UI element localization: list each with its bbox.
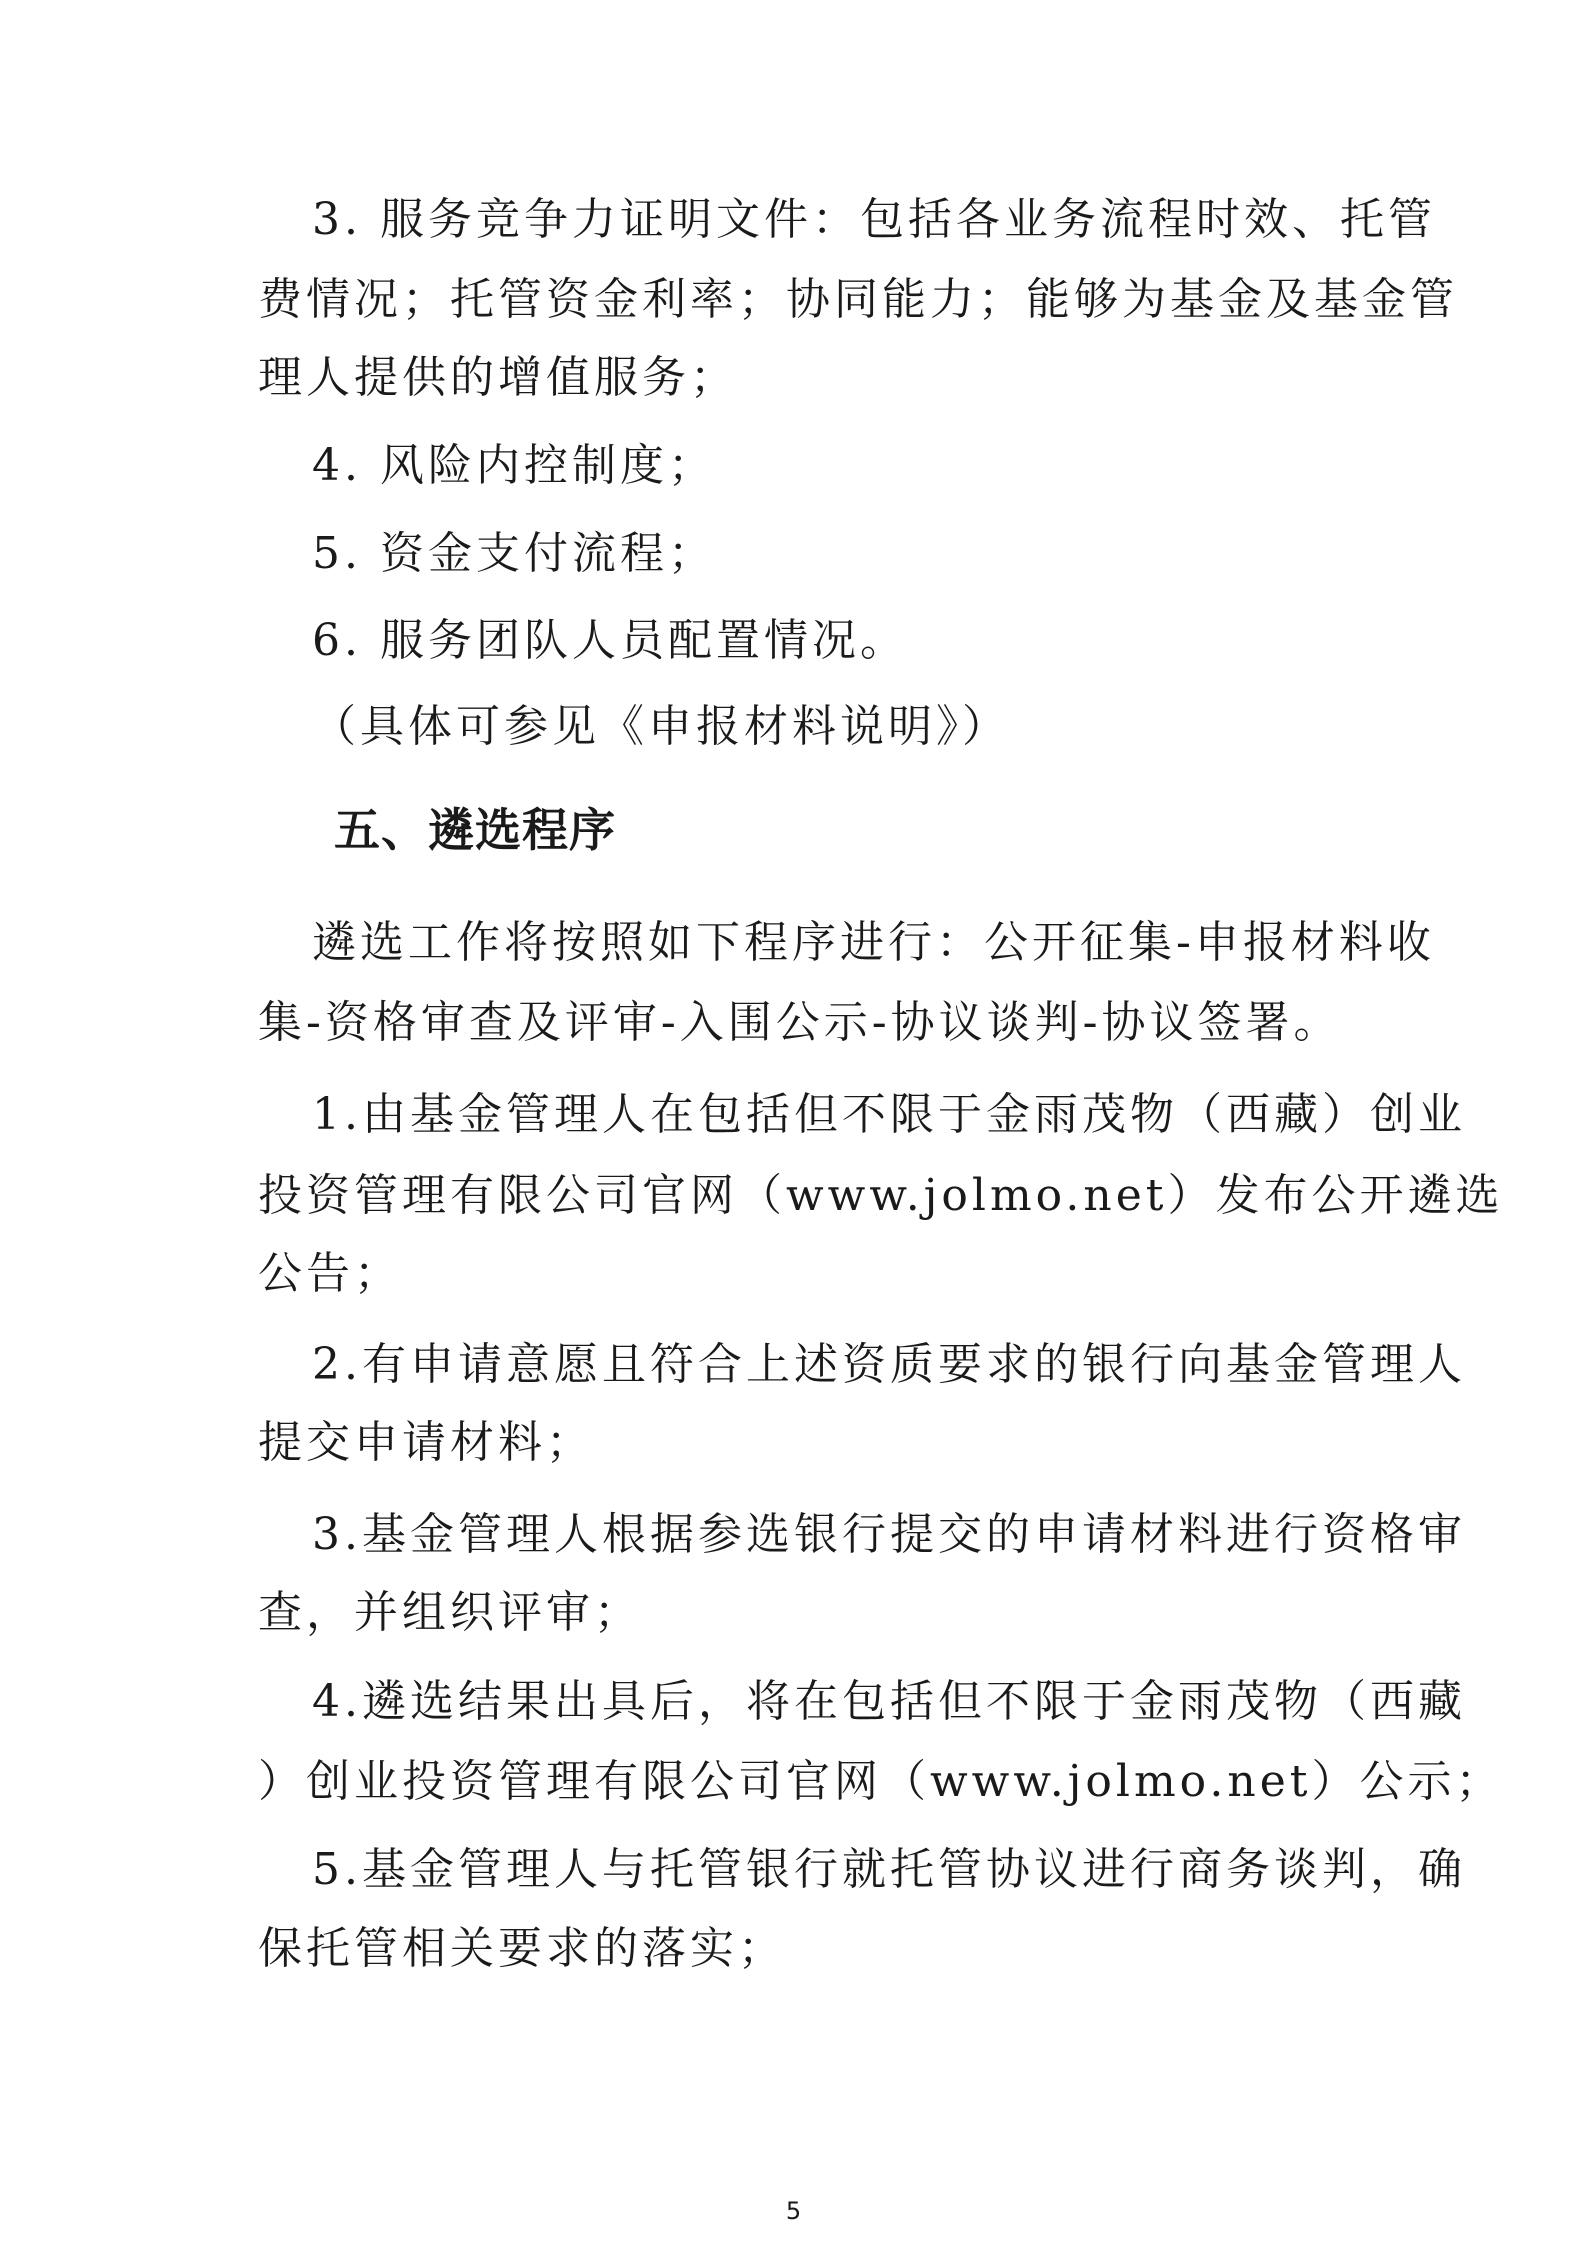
page-number: 5 <box>785 2197 802 2225</box>
text-line: 费情况；托管资金利率；协同能力；能够为基金及基金管 <box>258 274 1458 325</box>
text-line: （具体可参见《申报材料说明》） <box>312 701 1010 752</box>
section-heading: 五、遴选程序 <box>334 803 616 857</box>
text-line: 3.基金管理人根据参选银行提交的申请材料进行资格审 <box>312 1509 1466 1560</box>
text-line: 5. 资金支付流程； <box>312 528 716 579</box>
text-line: 1.由基金管理人在包括但不限于金雨茂物（西藏）创业 <box>312 1089 1466 1140</box>
text-line: 2.有申请意愿且符合上述资质要求的银行向基金管理人 <box>312 1339 1466 1390</box>
text-line: 集-资格审查及评审-入围公示-协议谈判-协议签署。 <box>258 997 1342 1048</box>
text-line: 保托管相关要求的落实； <box>258 1923 786 1974</box>
text-line: 遴选工作将按照如下程序进行：公开征集-申报材料收 <box>312 917 1435 968</box>
text-line: 理人提供的增值服务； <box>258 352 738 403</box>
text-line: 6. 服务团队人员配置情况。 <box>312 615 908 666</box>
text-line: 5.基金管理人与托管银行就托管协议进行商务谈判，确 <box>312 1844 1466 1895</box>
text-line: 公告； <box>258 1248 402 1299</box>
text-line: 查，并组织评审； <box>258 1587 642 1638</box>
text-line: 4.遴选结果出具后，将在包括但不限于金雨茂物（西藏 <box>312 1676 1466 1727</box>
text-line: 提交申请材料； <box>258 1417 594 1468</box>
text-line: 3. 服务竞争力证明文件：包括各业务流程时效、托管 <box>312 194 1436 245</box>
text-line: 4. 风险内控制度； <box>312 440 716 491</box>
text-line: 投资管理有限公司官网（www.jolmo.net）发布公开遴选 <box>258 1170 1504 1221</box>
text-line: ）创业投资管理有限公司官网（www.jolmo.net）公示； <box>258 1756 1504 1807</box>
